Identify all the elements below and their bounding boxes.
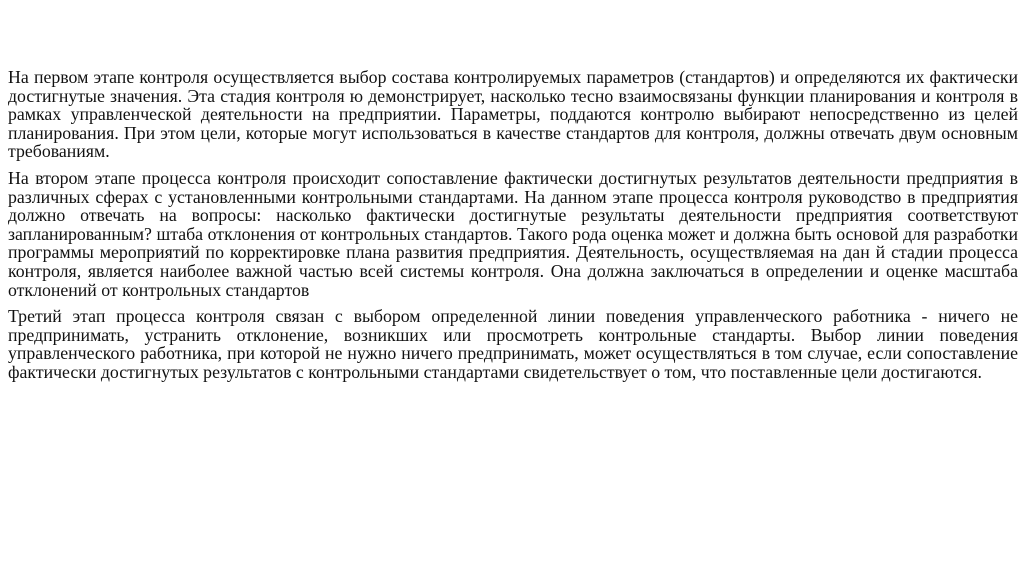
paragraph-second-stage: На втором этапе процесса контроля происходит сопоставление фактически достигнутых результатов деятельности предприятия в различных сферах с установленными контрольными стандартами. На данном этапе процесса контроля руководство в предприятия должно отвечать на вопросы: насколько фактически достигнутые результаты деятельности предприятия соответствуют запланированным? штаба отклонения от контрольных стандартов. Такого рода оценка может и должна быть основой для разработки программы мероприятий по корректировке плана развития предприятия. Деятельность, осуществляемая на дан й стадии процесса контроля, является наиболее важной частью всей системы контроля. Она должна заключаться в определении и оценке масштаба отклонений от контрольных стандартов [8, 167, 1018, 300]
text-body [8, 68, 1018, 390]
paragraph-third-stage: Третий этап процесса контроля связан с выбором определенной линии поведения управленческого работника - ничего не предпринимать, устранить отклонение, возникших или просмотреть контрольные стандарты. Выбор линии поведения управленческого работника, при которой не нужно ничего предпринимать, может осуществляться в том случае, если сопоставление фактически достигнутых результатов с контрольными стандартами свидетельствует о том, что поставленные цели достигаются. [8, 306, 1018, 382]
paragraph-first-stage: На первом этапе контроля осуществляется выбор состава контролируемых параметров (стандартов) и определяются их фактически достигнутые значения. Эта стадия контроля ю демонстрирует, насколько тесно взаимосвязаны функции планирования и контроля в рамках управленческой деятельности на предприятии. Параметры, поддаются контролю выбирают непосредственно из целей планирования. При этом цели, которые могут использоваться в качестве стандартов для контроля, должны отвечать двум основным требованиям. [8, 67, 1018, 162]
